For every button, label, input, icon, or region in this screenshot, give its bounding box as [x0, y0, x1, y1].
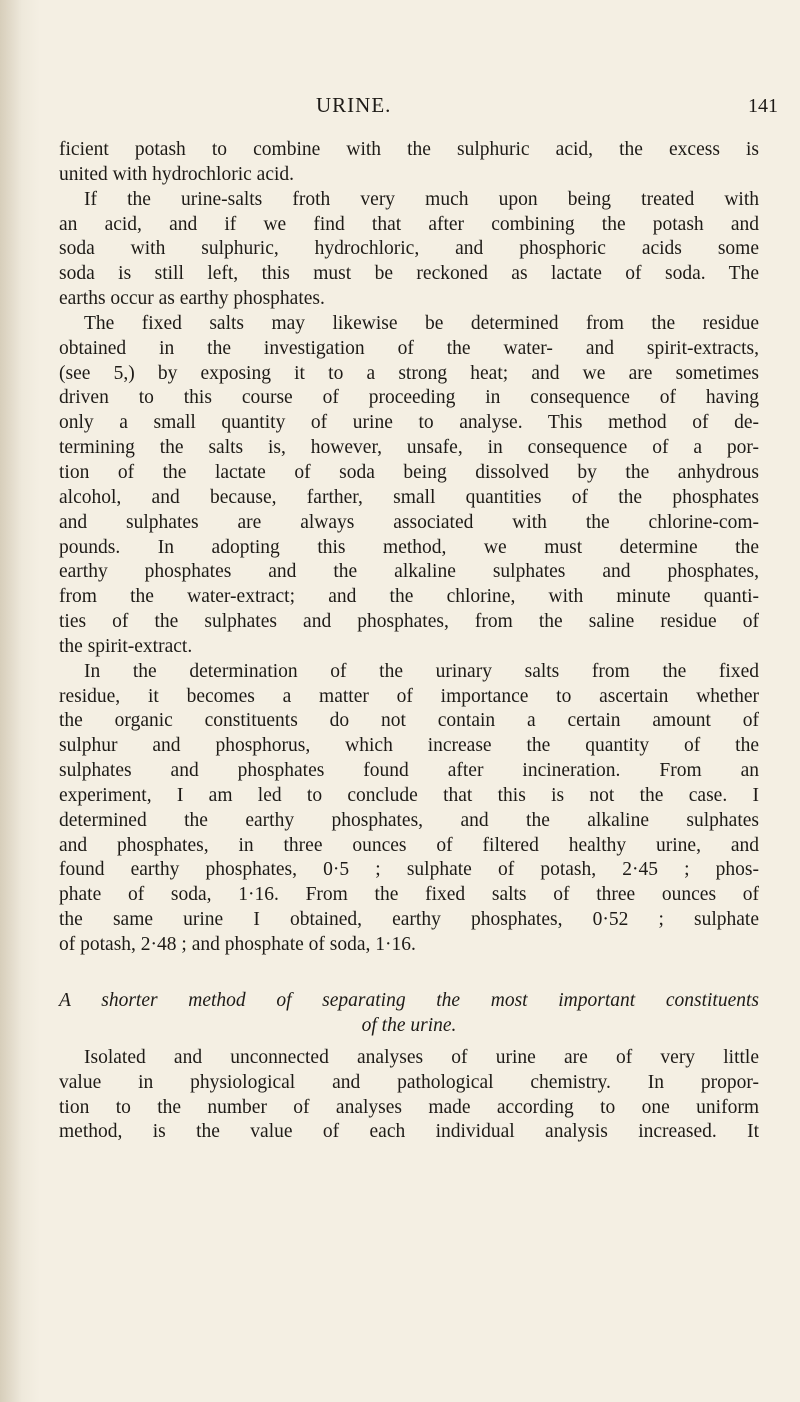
text-line: termining the salts is, however, unsafe, in consequence of a por-: [59, 437, 759, 459]
text-line: found earthy phosphates, 0·5 ; sulphate of potash, 2·45 ; phos-: [59, 859, 759, 881]
section-heading: A shorter method of separating the most important constituents: [59, 989, 759, 1011]
text-line: an acid, and if we find that after combining the potash and: [59, 213, 759, 235]
text-line: value in physiological and pathological chemistry. In propor-: [59, 1071, 759, 1093]
text-line: residue, it becomes a matter of importance to ascertain whether: [59, 685, 759, 707]
text-line: alcohol, and because, farther, small quantities of the phosphates: [59, 486, 759, 508]
text-line: phate of soda, 1·16. From the fixed salts of three ounces of: [59, 884, 759, 906]
running-title: URINE.: [316, 93, 392, 117]
page-number: 141: [748, 95, 778, 117]
text-line: experiment, I am led to conclude that this is not the case. I: [59, 784, 759, 806]
text-line: soda is still left, this must be reckoned as lactate of soda. The: [59, 263, 759, 285]
text-line: of potash, 2·48 ; and phosphate of soda, 1·16.: [59, 934, 416, 955]
text-line: (see 5,) by exposing it to a strong heat; and we are sometimes: [59, 362, 759, 384]
text-line: the spirit-extract.: [59, 635, 193, 657]
text-line: united with hydrochloric acid.: [59, 163, 295, 185]
text-line: and sulphates are always associated with the chlorine-com-: [59, 511, 759, 533]
text-line: the same urine I obtained, earthy phosphates, 0·52 ; sulphate: [59, 909, 759, 931]
text-line: sulphur and phosphorus, which increase the quantity of the: [59, 735, 759, 757]
text-line: and phosphates, in three ounces of filtered healthy urine, and: [59, 834, 759, 856]
text-line: obtained in the investigation of the water- and spirit-extracts,: [59, 337, 759, 359]
text-line: soda with sulphuric, hydrochloric, and phosphoric acids some: [59, 238, 759, 260]
text-line: determined the earthy phosphates, and the alkaline sulphates: [59, 809, 759, 831]
text-line: sulphates and phosphates found after incineration. From an: [59, 760, 759, 782]
text-line: earths occur as earthy phosphates.: [59, 288, 325, 310]
text-line: ties of the sulphates and phosphates, from the saline residue of: [59, 611, 759, 633]
section-heading-continued: of the urine.: [361, 1014, 457, 1036]
text-line: In the determination of the urinary salts from the fixed: [84, 660, 759, 682]
text-line: pounds. In adopting this method, we must determine the: [59, 536, 759, 558]
text-line: driven to this course of proceeding in consequence of having: [59, 387, 759, 409]
text-line: the organic constituents do not contain a certain amount of: [59, 710, 759, 732]
text-line: earthy phosphates and the alkaline sulphates and phosphates,: [59, 561, 759, 583]
text-line: The fixed salts may likewise be determined from the residue: [84, 312, 759, 334]
body-text: [59, 138, 759, 1145]
text-line: Isolated and unconnected analyses of urine are of very little: [84, 1046, 759, 1068]
running-head: [0, 93, 800, 123]
text-line: ficient potash to combine with the sulphuric acid, the excess is: [59, 139, 759, 160]
text-line: If the urine-salts froth very much upon being treated with: [84, 188, 759, 210]
text-line: tion to the number of analyses made according to one uniform: [59, 1096, 759, 1118]
page-binding-shadow: [0, 0, 22, 1402]
text-line: method, is the value of each individual analysis increased. It: [59, 1121, 759, 1143]
text-line: tion of the lactate of soda being dissolved by the anhydrous: [59, 461, 759, 483]
text-line: only a small quantity of urine to analyse. This method of de-: [59, 412, 759, 434]
text-line: from the water-extract; and the chlorine, with minute quanti-: [59, 586, 759, 608]
